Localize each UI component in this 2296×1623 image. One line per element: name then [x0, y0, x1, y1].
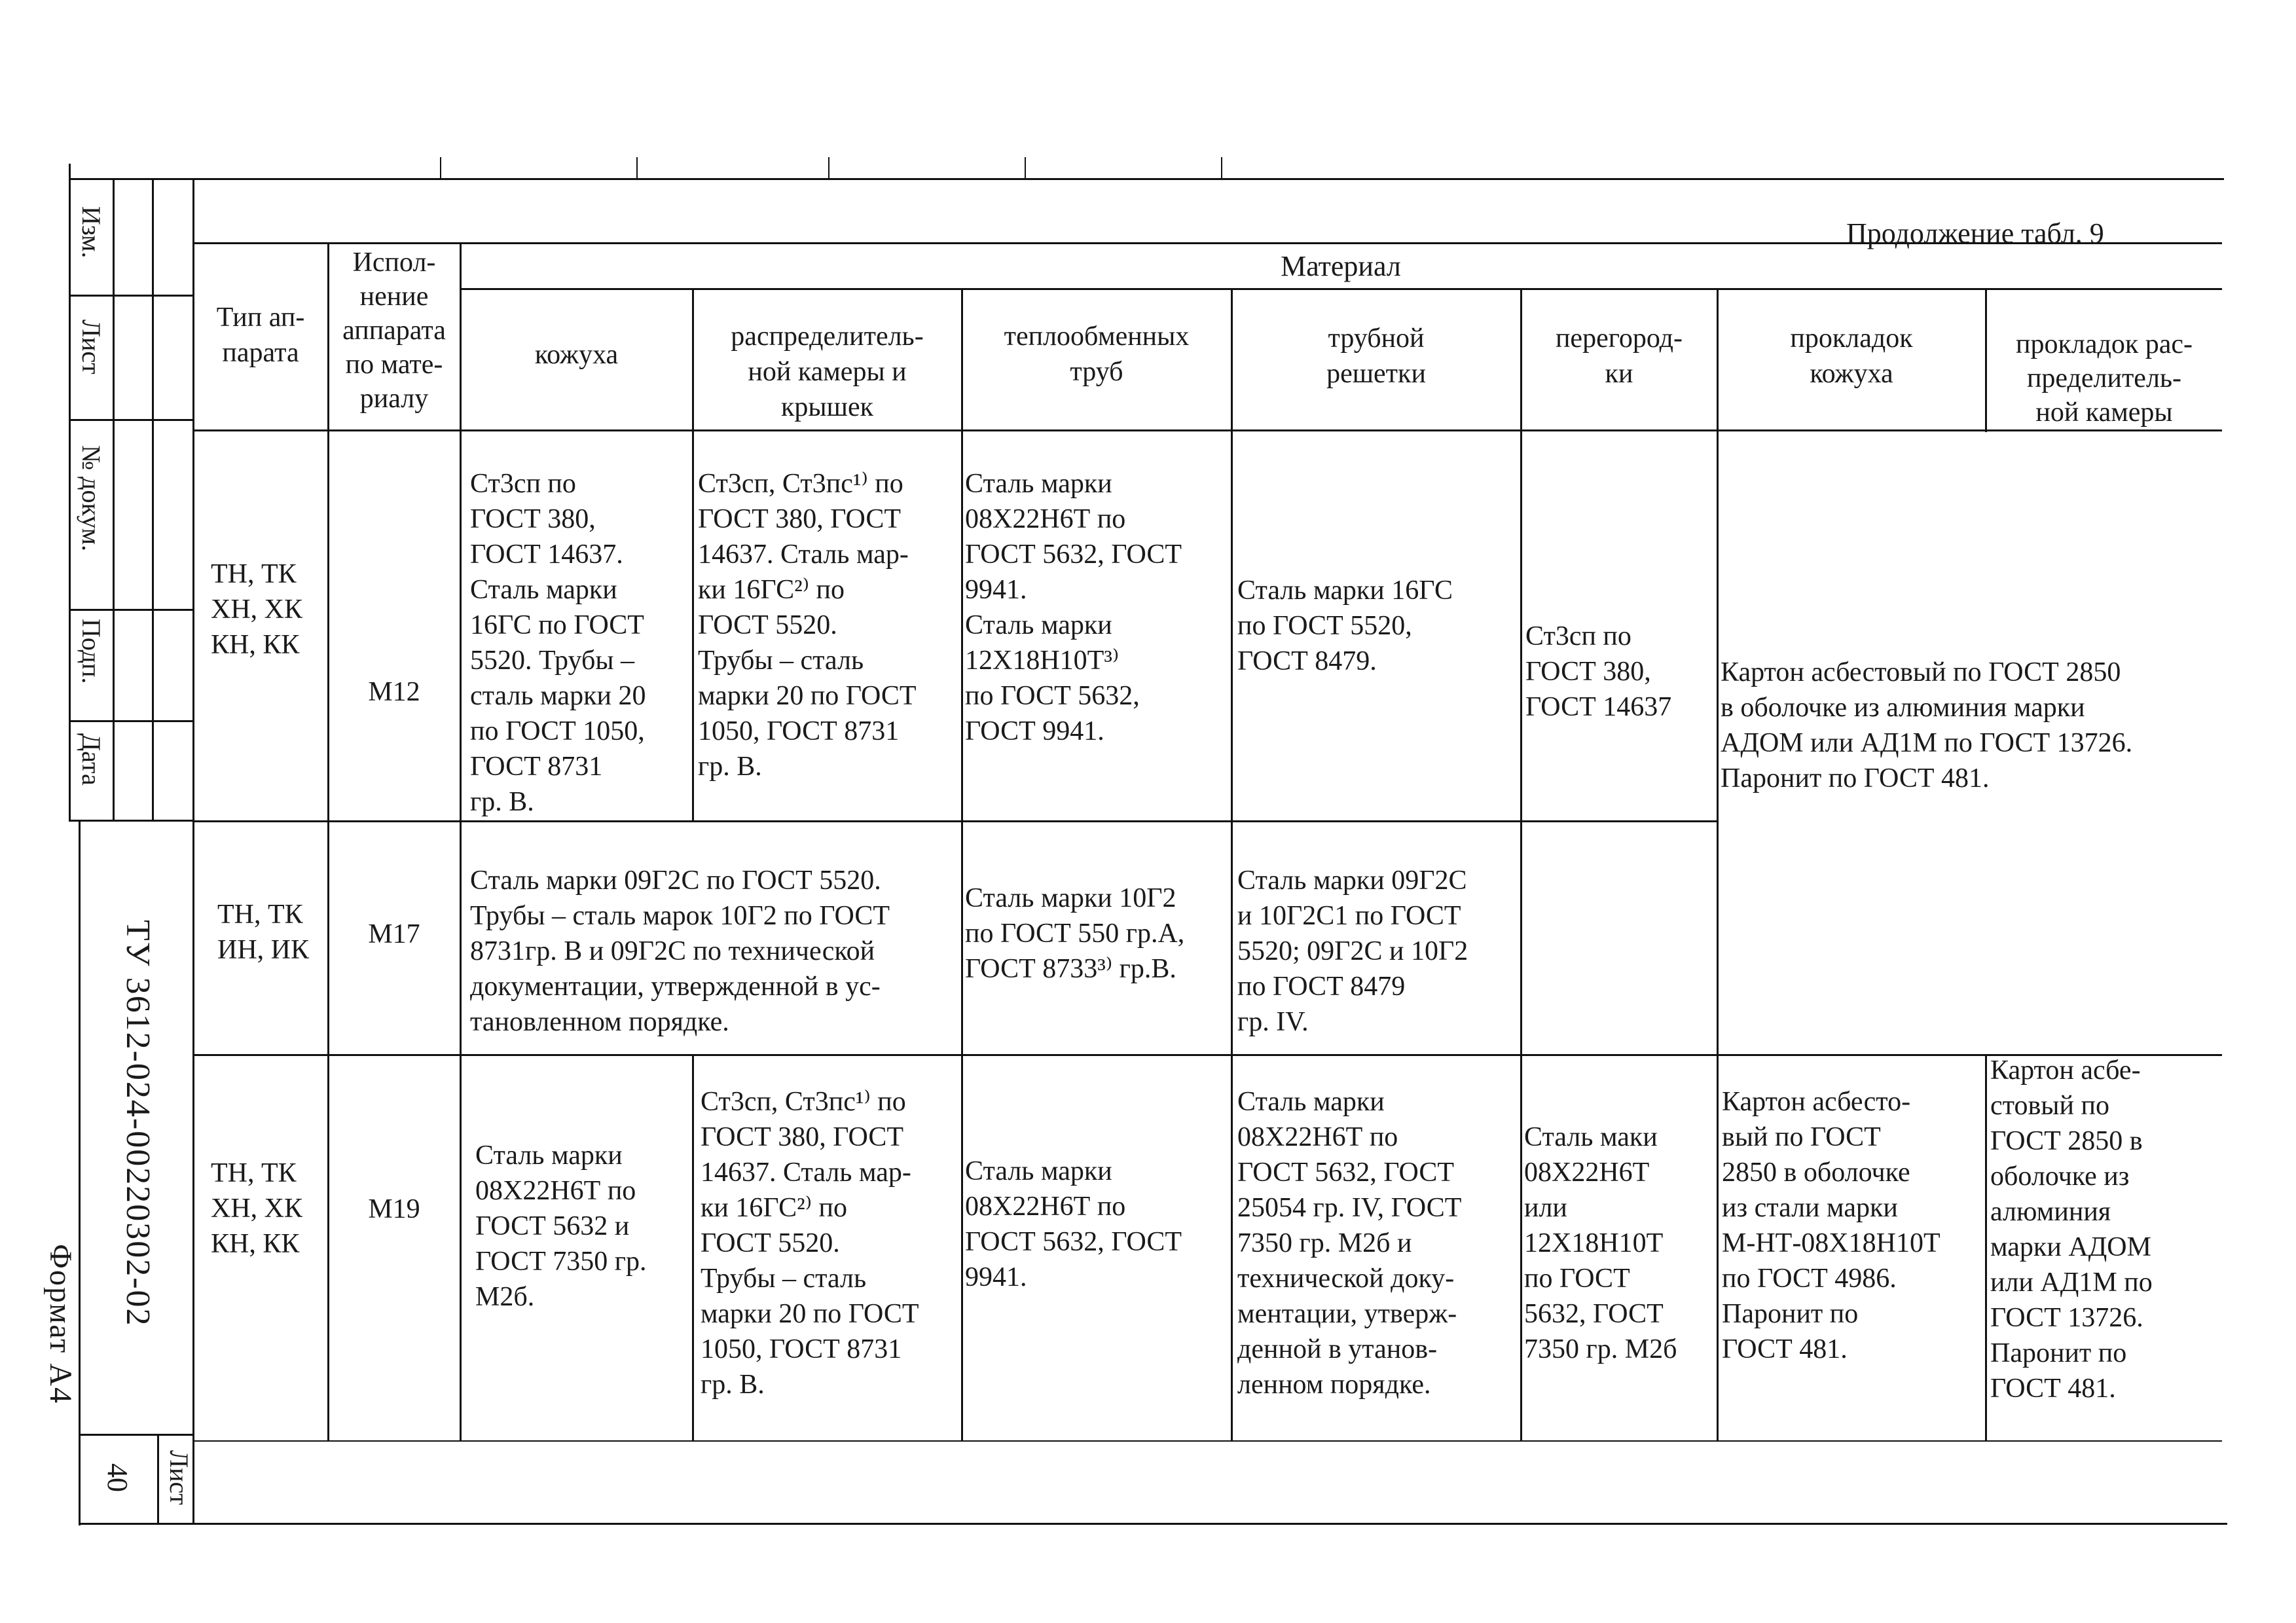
row3-variant: М19 [368, 1194, 420, 1224]
table-col [1985, 1055, 1987, 1440]
row2-variant: М17 [368, 919, 420, 949]
header-tubes: теплообменных труб [1004, 321, 1190, 387]
material-header: Материал [1281, 250, 1401, 282]
stamp-row-line [69, 609, 193, 611]
format-label: Формат А4 [43, 1244, 78, 1404]
bottom-border [79, 1523, 2227, 1525]
stamp-col-line-2 [152, 178, 154, 820]
header-chamber-gaskets: прокладок рас- пределитель- ной камеры [2015, 329, 2193, 428]
stamp-row-line [69, 295, 193, 297]
stamp-list: Лист [77, 319, 106, 374]
table-col [961, 288, 963, 1440]
row1-casing: Ст3сп по ГОСТ 380, ГОСТ 14637. Сталь марки 16ГС по ГОСТ 5520. Трубы – сталь марки 20 по ГОСТ 1050, ГОСТ 8731 гр. В. [470, 469, 646, 817]
table-line [460, 288, 2222, 290]
row3-chamber: Ст3сп, Ст3пс¹⁾ по ГОСТ 380, ГОСТ 14637. Сталь мар- ки 16ГС²⁾ по ГОСТ 5520. Трубы – сталь марки 20 по ГОСТ 1050, ГОСТ 8731 гр. В. [701, 1087, 919, 1400]
table-line [192, 1054, 2222, 1056]
stamp-row-line [69, 419, 193, 421]
left-border-lower [79, 822, 81, 1525]
table-line [192, 1440, 2222, 1442]
sheet-box-top [79, 1434, 194, 1436]
table-line [192, 429, 2222, 431]
row2-type: ТН, ТК ИН, ИК [217, 900, 310, 965]
header-partition: перегород- ки [1555, 323, 1683, 389]
continuation-label: Продолжение табл. 9 [1846, 217, 2104, 249]
header-chamber: распределитель- ной камеры и крышек [731, 321, 924, 422]
top-tick [1025, 157, 1026, 178]
header-variant: Испол- нение аппарата по мате- риалу [342, 247, 446, 414]
stamp-date: Дата [77, 733, 106, 786]
left-border [69, 164, 71, 822]
row1-type: ТН, ТК ХН, ХК КН, КК [211, 559, 303, 660]
stamp-col-line-3 [192, 178, 194, 1523]
table-col [327, 242, 329, 1440]
stamp-izm: Изм. [77, 206, 106, 259]
header-casing-gaskets: прокладок кожуха [1790, 323, 1913, 389]
gaskets-shared: Картон асбестовый по ГОСТ 2850 в оболочке из алюминия марки АДОМ или АД1М по ГОСТ 13726. Паронит по ГОСТ 481. [1721, 657, 2133, 793]
top-tick [440, 157, 441, 178]
table-col [1520, 288, 1522, 1440]
table-col [692, 1055, 694, 1440]
table-line [192, 820, 1718, 822]
row1-variant: М12 [368, 677, 420, 707]
stamp-bottom-line [69, 820, 194, 822]
header-casing: кожуха [534, 340, 619, 370]
stamp-row-line [69, 720, 193, 722]
row1-tubesheet: Сталь марки 16ГС по ГОСТ 5520, ГОСТ 8479. [1237, 575, 1453, 676]
sheet-number: 40 [101, 1463, 134, 1492]
row1-tubes: Сталь марки 08Х22Н6Т по ГОСТ 5632, ГОСТ 9941. Сталь марки 12Х18Н10Т³⁾ по ГОСТ 5632, ГОСТ 9941. [965, 469, 1182, 746]
top-tick [828, 157, 829, 178]
row3-casing-gaskets: Картон асбесто- вый по ГОСТ 2850 в оболочке из стали марки М-НТ-08Х18Н10Т по ГОСТ 4986. Паронит по ГОСТ 481. [1722, 1087, 1941, 1364]
row3-casing: Сталь марки 08Х22Н6Т по ГОСТ 5632 и ГОСТ 7350 гр. М2б. [475, 1140, 647, 1312]
header-type: Тип ап- парата [216, 302, 305, 368]
stamp-col-line-1 [113, 178, 115, 820]
row2-tubes: Сталь марки 10Г2 по ГОСТ 550 гр.А, ГОСТ 8733³⁾ гр.В. [965, 883, 1185, 984]
sheet-box-divider [157, 1434, 159, 1525]
document-code: ТУ 3612-024-00220302-02 [119, 920, 156, 1327]
stamp-doc-number: № докум. [77, 445, 106, 552]
header-tubesheet: трубной решетки [1326, 323, 1426, 389]
row3-chamber-gaskets: Картон асбе- стовый по ГОСТ 2850 в оболочке из алюминия марки АДОМ или АД1М по ГОСТ 13726. Паронит по ГОСТ 481. [1990, 1055, 2153, 1404]
row3-tubes: Сталь марки 08Х22Н6Т по ГОСТ 5632, ГОСТ 9941. [965, 1156, 1182, 1292]
partition-shared: Ст3сп по ГОСТ 380, ГОСТ 14637 [1525, 621, 1672, 722]
stamp-signature: Подп. [77, 619, 106, 684]
table-col [1717, 288, 1719, 1440]
row3-tubesheet: Сталь марки 08Х22Н6Т по ГОСТ 5632, ГОСТ 25054 гр. IV, ГОСТ 7350 гр. М2б и технической доку- ментации, утверж- денной в утанов- ленном порядке. [1237, 1087, 1462, 1400]
row2-tubesheet: Сталь марки 09Г2С и 10Г2С1 по ГОСТ 5520; 09Г2С и 10Г2 по ГОСТ 8479 гр. IV. [1237, 866, 1468, 1037]
row2-casing-chamber: Сталь марки 09Г2С по ГОСТ 5520. Трубы – сталь марок 10Г2 по ГОСТ 8731гр. В и 09Г2С по технической документации, утвержденной в ус- тановленном порядке. [470, 866, 890, 1037]
top-tick [1221, 157, 1222, 178]
table-col [460, 242, 462, 1440]
top-border [69, 178, 2224, 180]
table-col [1231, 288, 1233, 1440]
top-tick [636, 157, 638, 178]
row3-type: ТН, ТК ХН, ХК КН, КК [211, 1158, 303, 1259]
row3-partition: Сталь маки 08Х22Н6Т или 12Х18Н10Т по ГОСТ 5632, ГОСТ 7350 гр. М2б [1524, 1122, 1677, 1364]
row1-chamber: Ст3сп, Ст3пс¹⁾ по ГОСТ 380, ГОСТ 14637. Сталь мар- ки 16ГС²⁾ по ГОСТ 5520. Трубы – сталь марки 20 по ГОСТ 1050, ГОСТ 8731 гр. В. [698, 469, 917, 782]
sheet-label: Лист [164, 1450, 194, 1505]
